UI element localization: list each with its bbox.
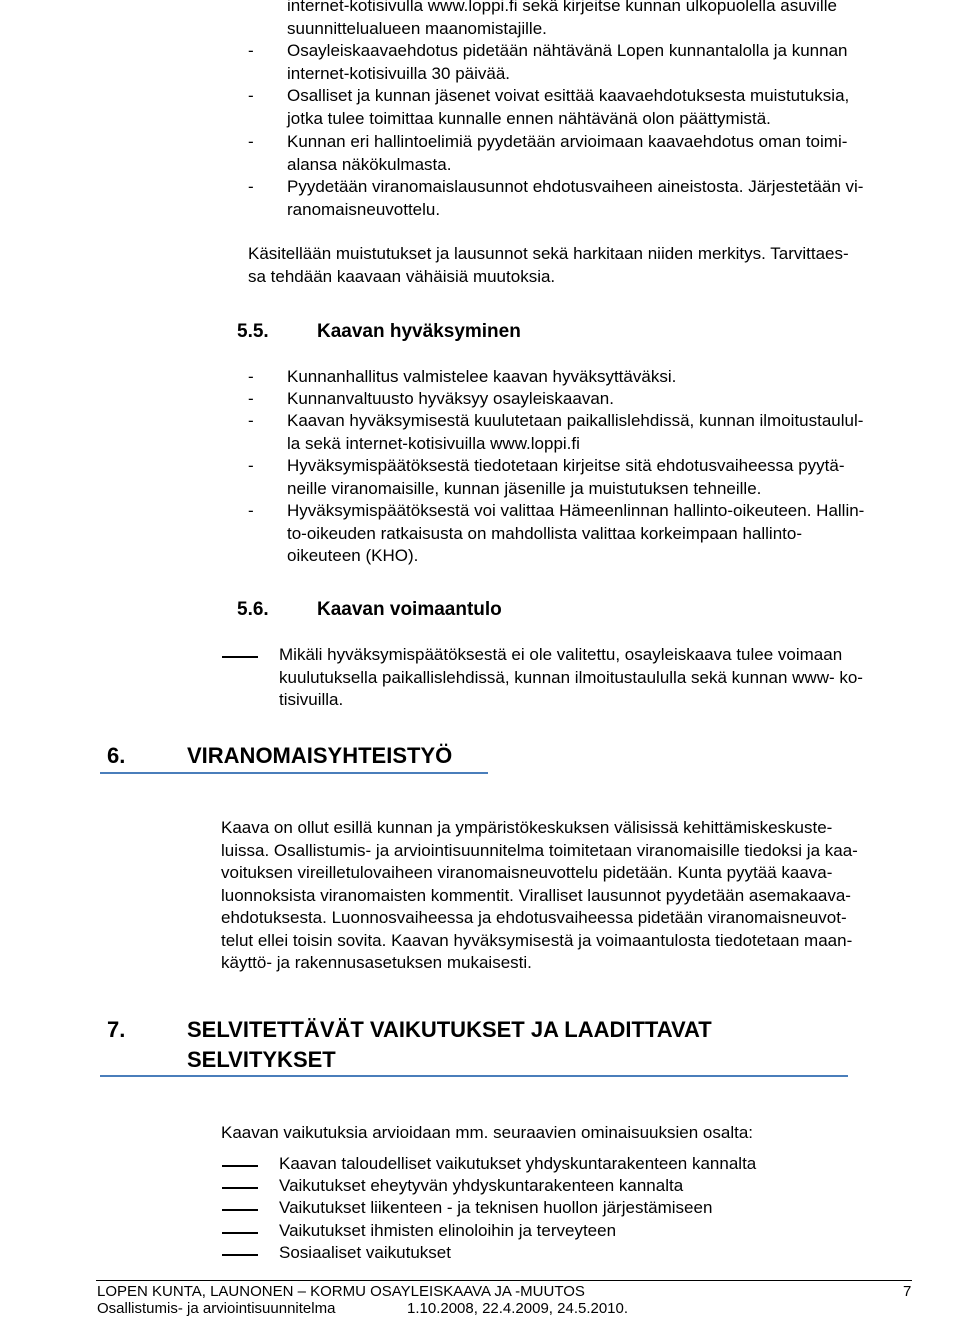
list-item xyxy=(279,1175,683,1198)
text-line: Osayleiskaavaehdotus pidetään nähtävänä Lopen kunnantalolla ja kunnan xyxy=(287,41,848,60)
footer-title: LOPEN KUNTA, LAUNONEN – KORMU OSAYLEISKAAVA JA -MUUTOS xyxy=(97,1283,585,1300)
text-line: oikeuteen (KHO). xyxy=(287,546,419,565)
paragraph xyxy=(221,817,858,975)
list-item xyxy=(279,1153,756,1176)
section-number: 5.5. xyxy=(237,321,269,342)
list-item xyxy=(279,1197,712,1220)
document-page: internet-kotisivulla www.loppi.fi sekä kirjeitse kunnan ulkopuolella asuville suunnittelualueen maanomistajille. - Osayleiskaavaehdotus pidetään nähtävänä Lopen kunnantalolla ja kunnan internet-kotisivuilla 30 päivää. - Osalliset ja kunnan jäsenet voivat esittää kaavaehdotuksesta muistutuksia, jotka tulee toimittaa kunnalle ennen nähtävänä olon päättymistä. - Kunnan eri hallintoelimiä pyydetään arvioimaan kaavaehdotus oman toimi- alansa näkökulmasta. - Pyydetään viranomaislausunnot ehdotusvaiheen aineistosta. Järjestetään vi- ranomaisneuvottelu. Käsitellään muistutukset ja lausunnot sekä harkitaan niiden merkitys. Tarvittaes- sa tehdään kaavaan vähäisiä muutoksia. 5.5. Kaavan hyväksyminen - Kunnanhallitus valmistelee kaavan hyväksyttäväksi. - Kunnanvaltuusto hyväksyy osayleiskaavan. - Kaavan hyväksymisestä kuulutetaan paikallislehdissä, kunnan ilmoitustaulul- la sekä internet-kotisivuilla www.loppi.fi - Hyväksymispäätöksestä tiedotetaan kirjeitse sitä ehdotusvaiheessa pyytä- neille viranomaisille, kunnan jäsenille ja muistutuksen tehneille. - Hyväksymispäätöksestä voi valittaa Hämeenlinnan hallinto-oikeuteen. Hallin- to-oikeuden ratkaisusta on mahdollista valittaa korkeimpaan hallinto- oikeuteen (KHO). 5.6. Kaavan voimaantulo Mikäli hyväksymispäätöksestä ei ole valitettu, osayleiskaava tulee voimaan kuulutuksella paikallislehdissä, kunnan ilmoitustaululla sekä kunnan www- ko- tisivuilla. 6. VIRANOMAISYHTEISTYÖ Kaava on ollut esillä kunnan ja ympäristökeskuksen välisissä kehittämiskeskuste- luissa. Osallistumis- ja arviointisuunnitelma toimitetaan viranomaisille tiedoksi ja kaa- voituksen vireilletulovaiheen viranomaisneuvottelu pidetään. Kunta pyytää kaava- luonnoksista viranomaisten kommentit. Viralliset lausunnot pyydetään asemakaava- ehdotuksesta. Luonnosvaiheessa ja ehdotusvaiheessa pidetään viranomaisneuvot- telut ellei toisin sovita. Kaavan hyväksymisestä ja voimaantulosta tiedotetaan maan- käyttö- ja rakennusasetuksen mukaisesti. 7. SELVITETTÄVÄT VAIKUTUKSET JA LAADITTAVAT SELVITYKSET Kaavan vaikutuksia arvioidaan mm. seuraavien ominaisuuksien osalta: Kaavan taloudelliset vaikutukset yhdyskuntarakenteen kannalta Vaikutukset eheytyvän yhdyskuntarakenteen kannalta Vaikutukset liikenteen - ja teknisen huollon järjestämiseen Vaikutukset ihmisten elinoloihin ja terveyteen Sosiaaliset vaikutukset LOPEN KUNTA, LAUNONEN – KORMU OSAYLEISKAAVA JA -MUUTOS 7 Osallistumis- ja arviointisuunnitelma 1.10.2008, 22.4.2009, 24.5.2010. xyxy=(0,0,960,1318)
list-item xyxy=(279,1220,616,1243)
text-line: Vaikutukset liikenteen - ja teknisen huollon järjestämiseen xyxy=(279,1198,713,1217)
text-line: Osalliset ja kunnan jäsenet voivat esittää kaavaehdotuksesta muistutuksia, xyxy=(287,86,850,105)
text-line: sa tehdään kaavaan vähäisiä muutoksia. xyxy=(248,266,556,286)
text-line: internet-kotisivuilla 30 päivää. xyxy=(287,63,511,83)
text-line: Hyväksymispäätöksestä voi valittaa Hämeenlinnan hallinto-oikeuteen. Hallin- xyxy=(287,501,865,520)
text-line: kuulutuksella paikallislehdissä, kunnan ilmoitustaululla sekä kunnan www- ko- xyxy=(279,667,863,687)
text-line: Kaavan hyväksymisestä kuulutetaan paikallislehdissä, kunnan ilmoitustaulul- xyxy=(287,411,864,430)
text-line: internet-kotisivulla www.loppi.fi sekä kirjeitse kunnan ulkopuolella asuville xyxy=(287,0,837,15)
list-dash xyxy=(222,1254,258,1256)
list-item xyxy=(279,644,863,712)
section-title: Kaavan hyväksyminen xyxy=(317,321,521,342)
section-number: 5.6. xyxy=(237,599,269,620)
text-line: Kunnan eri hallintoelimiä pyydetään arvioimaan kaavaehdotus oman toimi- xyxy=(287,132,848,151)
text-line: to-oikeuden ratkaisusta on mahdollista valittaa korkeimpaan hallinto- xyxy=(287,523,803,543)
text-line: Vaikutukset ihmisten elinoloihin ja terveyteen xyxy=(279,1221,617,1240)
text-line: Mikäli hyväksymispäätöksestä ei ole valitettu, osayleiskaava tulee voimaan xyxy=(279,645,843,664)
footer-dates: 1.10.2008, 22.4.2009, 24.5.2010. xyxy=(407,1300,629,1317)
list-dash xyxy=(222,656,258,658)
text-line: Käsitellään muistutukset ja lausunnot sekä harkitaan niiden merkitys. Tarvittaes- xyxy=(248,244,849,263)
footer-rule xyxy=(96,1280,912,1281)
text-line: voituksen vireilletulovaiheen viranomaisneuvottelu pidetään. Kunta pyytää kaava- xyxy=(221,863,833,882)
text-line: Kunnanvaltuusto hyväksyy osayleiskaavan. xyxy=(287,389,614,408)
chapter-title-line: SELVITETTÄVÄT VAIKUTUKSET JA LAADITTAVAT xyxy=(187,1017,712,1042)
list-continuation xyxy=(287,0,837,40)
text-line: Kaavan vaikutuksia arvioidaan mm. seuraavien ominaisuuksien osalta: xyxy=(221,1123,754,1142)
text-line: suunnittelualueen maanomistajille. xyxy=(287,18,547,38)
text-line: luissa. Osallistumis- ja arviointisuunnitelma toimitetaan viranomaisille tiedoksi ja kaa- xyxy=(221,840,858,860)
paragraph xyxy=(248,243,849,288)
text-line: jotka tulee toimittaa kunnalle ennen nähtävänä olon päättymistä. xyxy=(287,108,771,128)
text-line: luonnoksista viranomaisten kommentit. Viralliset lausunnot pyydetään asemakaava- xyxy=(221,885,851,905)
text-line: la sekä internet-kotisivuilla www.loppi.fi xyxy=(287,433,580,453)
text-line: Sosiaaliset vaikutukset xyxy=(279,1243,451,1262)
footer-subtitle: Osallistumis- ja arviointisuunnitelma xyxy=(97,1300,336,1317)
text-line: Kaava on ollut esillä kunnan ja ympäristökeskuksen välisissä kehittämiskeskuste- xyxy=(221,818,833,837)
list-item xyxy=(279,1242,451,1265)
text-line: telut ellei toisin sovita. Kaavan hyväksymisestä ja voimaantulosta tiedotetaan maan- xyxy=(221,930,853,950)
page-number: 7 xyxy=(903,1283,912,1300)
list-dash xyxy=(222,1232,258,1234)
text-line: tisivuilla. xyxy=(279,690,344,709)
chapter-title-line: SELVITYKSET xyxy=(187,1047,336,1072)
list-dash xyxy=(222,1187,258,1189)
heading-rule xyxy=(100,1075,848,1077)
text-line: neille viranomaisille, kunnan jäsenille ja muistutuksen tehneille. xyxy=(287,478,762,498)
text-line: Hyväksymispäätöksestä tiedotetaan kirjeitse sitä ehdotusvaiheessa pyytä- xyxy=(287,456,845,475)
text-line: ranomaisneuvottelu. xyxy=(287,199,441,219)
text-line: käyttö- ja rakennusasetuksen mukaisesti. xyxy=(221,953,532,972)
list-dash xyxy=(222,1209,258,1211)
text-line: ehdotuksesta. Luonnosvaiheessa ja ehdotusvaiheessa pidetään viranomaisneuvot- xyxy=(221,908,847,927)
heading-rule xyxy=(100,772,488,774)
text-line: Pyydetään viranomaislausunnot ehdotusvaiheen aineistosta. Järjestetään vi- xyxy=(287,177,864,196)
text-line: Vaikutukset eheytyvän yhdyskuntarakenteen kannalta xyxy=(279,1176,684,1195)
text-line: alansa näkökulmasta. xyxy=(287,154,452,174)
chapter-title xyxy=(187,1015,712,1075)
section-title: Kaavan voimaantulo xyxy=(317,599,502,620)
paragraph xyxy=(221,1122,753,1145)
text-line: Kunnanhallitus valmistelee kaavan hyväksyttäväksi. xyxy=(287,367,677,386)
list-dash xyxy=(222,1165,258,1167)
chapter-number: 7. xyxy=(107,1017,126,1042)
text-line: Kaavan taloudelliset vaikutukset yhdyskuntarakenteen kannalta xyxy=(279,1154,757,1173)
chapter-number: 6. xyxy=(107,743,126,768)
chapter-title: VIRANOMAISYHTEISTYÖ xyxy=(187,743,453,768)
